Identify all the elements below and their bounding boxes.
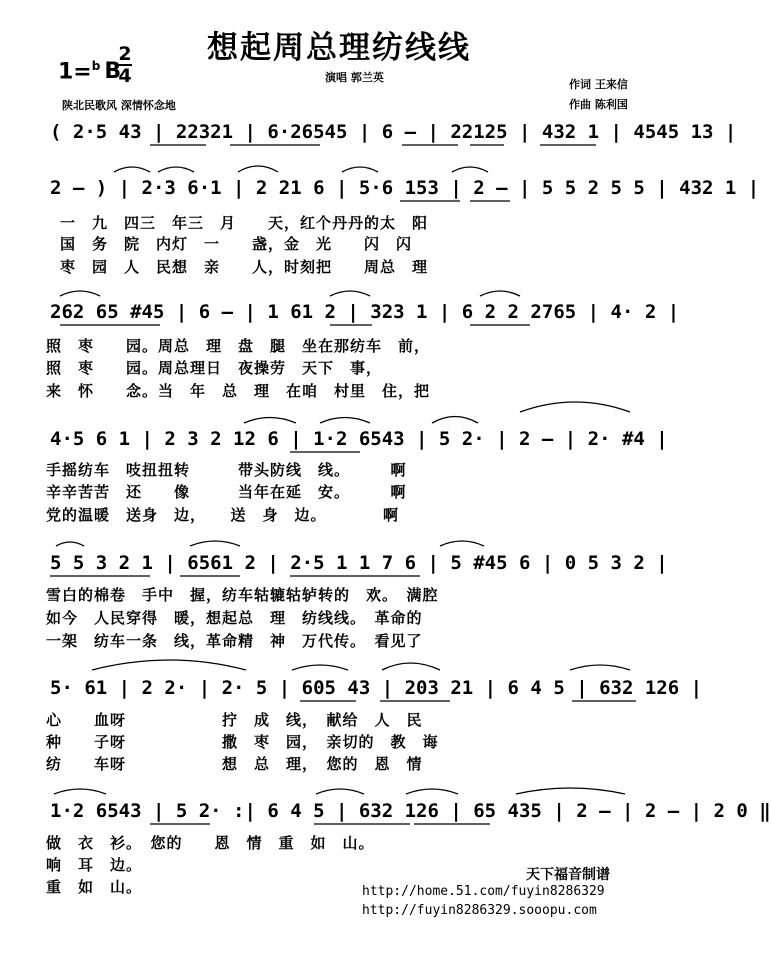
style-note: 陕北民歌风 深情怀念地 — [62, 99, 176, 112]
lyric-row-6-verse-2: 种 子呀 撒 枣 园， 亲切的 教 诲 — [46, 733, 439, 751]
notation-row-3: 262 65 #45 | 6 – | 1 61 2 | 323 1 | 6 2 2 2765 | 4· 2 | — [50, 301, 680, 323]
lyric-row-5-verse-3: 一架 纺车一条 线，革命精 神 万代传。 看见了 — [46, 632, 423, 650]
song-title: 想起周总理纺线线 — [207, 30, 471, 66]
key-note: B — [104, 59, 122, 85]
notation-row-4: 4·5 6 1 | 2 3 2 12 6 | 1·2 6543 | 5 2· | 2 – | 2· #4 | — [50, 428, 668, 450]
lyric-row-2-verse-1: 一 九 四三 年三 月 天，红个丹丹的太 阳 — [60, 214, 429, 232]
key-signature — [58, 59, 121, 84]
lyric-row-7-verse-2: 响 耳 边。 — [46, 856, 143, 874]
lyric-row-7-verse-3: 重 如 山。 — [46, 878, 143, 896]
lyric-row-3-verse-2: 照 枣 园。周总理日 夜操劳 天下 事， — [46, 359, 383, 377]
notation-row-7: 1·2 6543 | 5 2· :| 6 4 5 | 632 126 | 65 435 | 2 – | 2 – | 2 0 ‖ — [50, 800, 771, 822]
lyric-row-4-verse-1: 手摇纺车 吱扭扭转 带头防线 线。 啊 — [46, 461, 407, 479]
lyric-row-6-verse-1: 心 血呀 拧 成 线， 献给 人 民 — [46, 711, 423, 729]
lyric-row-5-verse-1: 雪白的棉卷 手中 握，纺车轱辘轱轳转的 欢。 满腔 — [46, 586, 439, 604]
flat-sign: b — [91, 59, 101, 73]
lyric-row-4-verse-2: 辛辛苦苦 还 像 当年在延 安。 啊 — [46, 483, 407, 501]
key-label: 1= — [58, 59, 92, 85]
lyric-row-3-verse-1: 照 枣 园。周总 理 盘 腿 坐在那纺车 前， — [46, 337, 431, 355]
lyric-row-6-verse-3: 纺 车呀 想 总 理， 您的 恩 情 — [46, 755, 423, 773]
notation-row-5: 5 5 3 2 1 | 6561 2 | 2·5 1 1 7 6 | 5 #45 6 | 0 5 3 2 | — [50, 552, 668, 574]
notation-row-2: 2 – ) | 2·3 6·1 | 2 21 6 | 5·6 153 | 2 – | 5 5 2 5 5 | 432 1 | — [50, 177, 760, 199]
lyric-row-2-verse-3: 枣 园 人 民想 亲 人，时刻把 周总 理 — [60, 258, 429, 276]
lyricist-credit: 作词 王来信 — [569, 78, 628, 91]
publisher-brand: 天下福音制谱 — [526, 867, 610, 883]
time-top: 2 — [118, 43, 132, 65]
lyric-row-2-verse-2: 国 务 院 内灯 一 盏，金 光 闪 闪 — [60, 235, 413, 253]
singer-credit: 演唱 郭兰英 — [325, 71, 384, 84]
notation-row-1: ( 2·5 43 | 22321 | 6·26545 | 6 – | 22125 | 432 1 | 4545 13 | — [50, 121, 737, 143]
lyric-row-4-verse-3: 党的温暖 送身 边， 送 身 边。 啊 — [46, 506, 400, 524]
notation-row-6: 5· 61 | 2 2· | 2· 5 | 605 43 | 203 21 | 6 4 5 | 632 126 | — [50, 677, 703, 699]
footer-url-2[interactable]: http://fuyin8286329.sooopu.com — [362, 903, 597, 918]
lyric-row-5-verse-2: 如今 人民穿得 暖，想起总 理 纺线线。 革命的 — [46, 609, 423, 627]
footer-url-1[interactable]: http://home.51.com/fuyin8286329 — [362, 884, 605, 899]
composer-credit: 作曲 陈利国 — [569, 98, 628, 111]
time-signature — [118, 44, 132, 86]
time-bottom: 4 — [118, 65, 132, 87]
lyric-row-7-verse-1: 做 衣 衫。 您的 恩 情 重 如 山。 — [46, 834, 375, 852]
lyric-row-3-verse-3: 来 怀 念。当 年 总 理 在咱 村里 住，把 — [46, 382, 431, 400]
